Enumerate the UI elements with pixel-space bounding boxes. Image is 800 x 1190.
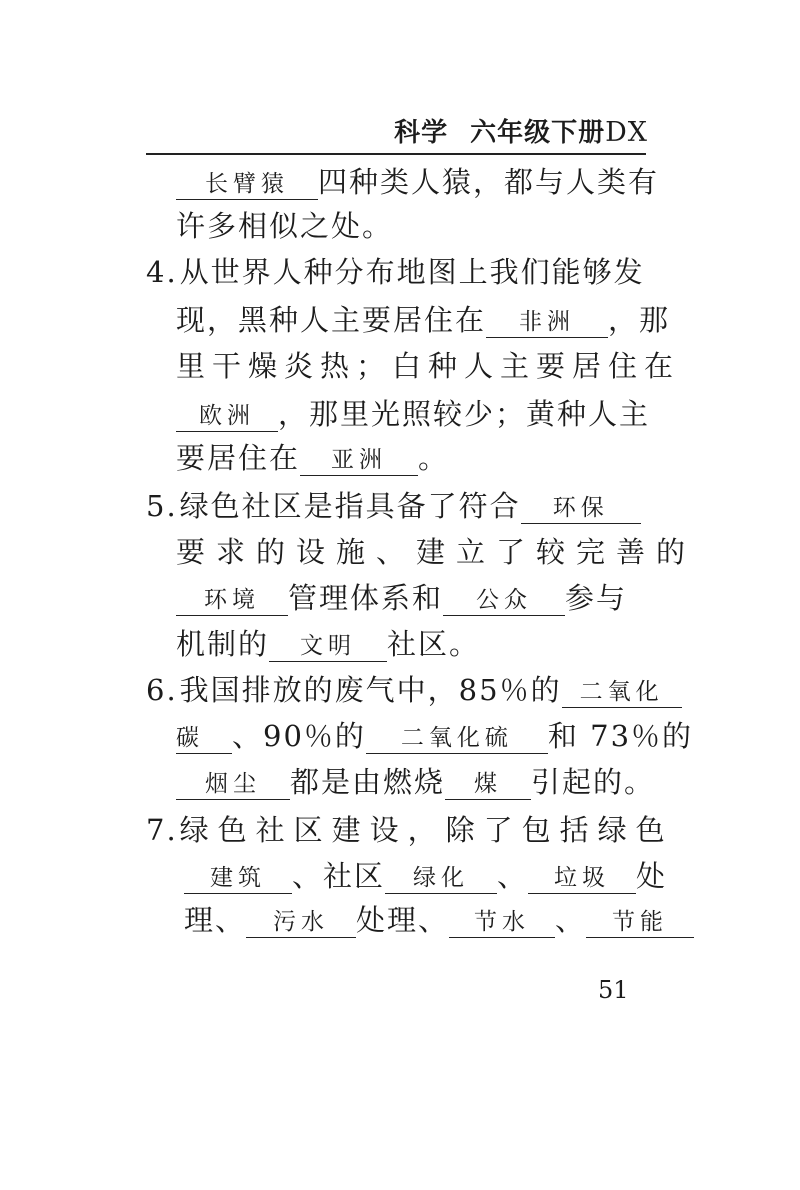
q4-text-2b: ，那 xyxy=(608,303,671,337)
q6-answer-1b: 碳 xyxy=(176,718,232,754)
header-rule xyxy=(146,153,646,155)
q6-text-3b: 引起的。 xyxy=(531,765,656,799)
q7-text-3c: 、 xyxy=(555,903,587,937)
q7-answer-2: 绿化 xyxy=(385,858,497,894)
q4-answer-3: 亚洲 xyxy=(300,440,418,476)
q7-text-1: 绿色社区建设，除了包括绿色 xyxy=(179,813,674,847)
q6-line-3 xyxy=(176,764,655,800)
q3-line-2: 许多相似之处。 xyxy=(176,209,394,243)
q5-text-3: 管理体系和 xyxy=(288,581,444,615)
q7-answer-5: 节水 xyxy=(449,902,555,938)
q7-answer-3: 垃圾 xyxy=(528,858,636,894)
q4-text-5: 要居住在 xyxy=(176,441,301,475)
q7-text-3b: 处理、 xyxy=(356,903,450,937)
q5-answer-4: 文明 xyxy=(269,626,387,662)
q6-number: 6. xyxy=(146,673,178,707)
q7-line-2 xyxy=(184,858,667,894)
q5-line-3 xyxy=(176,580,627,616)
q6-answer-3: 烟尘 xyxy=(176,764,290,800)
q4-line-1 xyxy=(146,254,645,290)
q6-text-2: 、90％的 xyxy=(232,719,366,753)
q4-line-3: 里干燥炎热；白种人主要居住在 xyxy=(176,349,681,383)
q7-line-1 xyxy=(146,812,674,848)
q6-answer-2: 二氧化硫 xyxy=(366,718,548,754)
q6-answer-1a: 二氧化 xyxy=(562,672,682,708)
q6-answer-4: 煤 xyxy=(445,764,531,800)
q6-text-1: 我国排放的废气中，85％的 xyxy=(179,673,562,707)
q4-number: 4. xyxy=(146,255,178,289)
q4-line-4 xyxy=(176,396,650,432)
q4-answer-1: 非洲 xyxy=(486,302,608,338)
q6-text-3: 都是由燃烧 xyxy=(290,765,446,799)
q5-number: 5. xyxy=(146,489,178,523)
q5-line-1 xyxy=(146,488,641,524)
q7-answer-4: 污水 xyxy=(246,902,356,938)
q4-line-5 xyxy=(176,440,449,476)
q5-answer-3: 公众 xyxy=(443,580,565,616)
q4-line-2 xyxy=(176,302,670,338)
q7-text-2: 、社区 xyxy=(292,859,386,893)
q3-line-1 xyxy=(176,164,659,200)
header-grade: 六年级下册 xyxy=(470,118,606,148)
q6-line-2 xyxy=(176,718,693,754)
q6-text-2b: 和 73％的 xyxy=(547,719,694,753)
q6-line-1 xyxy=(146,672,682,708)
q7-text-3: 理、 xyxy=(184,903,247,937)
q7-line-3 xyxy=(184,902,694,938)
q4-text-5b: 。 xyxy=(418,441,450,475)
q5-text-4: 机制的 xyxy=(176,627,270,661)
q7-number: 7. xyxy=(146,813,178,847)
header-subject: 科学 xyxy=(394,118,449,148)
q4-answer-2: 欧洲 xyxy=(176,396,278,432)
q5-text-4b: 社区。 xyxy=(387,627,481,661)
q5-text-1: 绿色社区是指具备了符合 xyxy=(179,489,521,523)
q5-line-4 xyxy=(176,626,480,662)
q5-text-3b: 参与 xyxy=(565,581,628,615)
q5-answer-1: 环保 xyxy=(521,488,641,524)
header-edition: DX xyxy=(605,117,648,148)
page-header xyxy=(394,112,648,149)
q5-answer-2: 环境 xyxy=(176,580,288,616)
q4-text-1: 从世界人种分布地图上我们能够发 xyxy=(179,255,645,289)
q4-text-2: 现，黑种人主要居住在 xyxy=(176,303,487,337)
q3-text: 四种类人猿，都与人类有 xyxy=(318,165,660,199)
q4-text-4: ，那里光照较少；黄种人主 xyxy=(278,397,651,431)
q3-answer-1: 长臂猿 xyxy=(176,164,318,200)
page-number: 51 xyxy=(598,976,629,1004)
q7-text-2b: 、 xyxy=(497,859,529,893)
q7-answer-6: 节能 xyxy=(586,902,694,938)
q5-line-2: 要求的设施、建立了较完善的 xyxy=(176,535,697,569)
q7-answer-1: 建筑 xyxy=(184,858,292,894)
q7-text-2c: 处 xyxy=(636,859,668,893)
